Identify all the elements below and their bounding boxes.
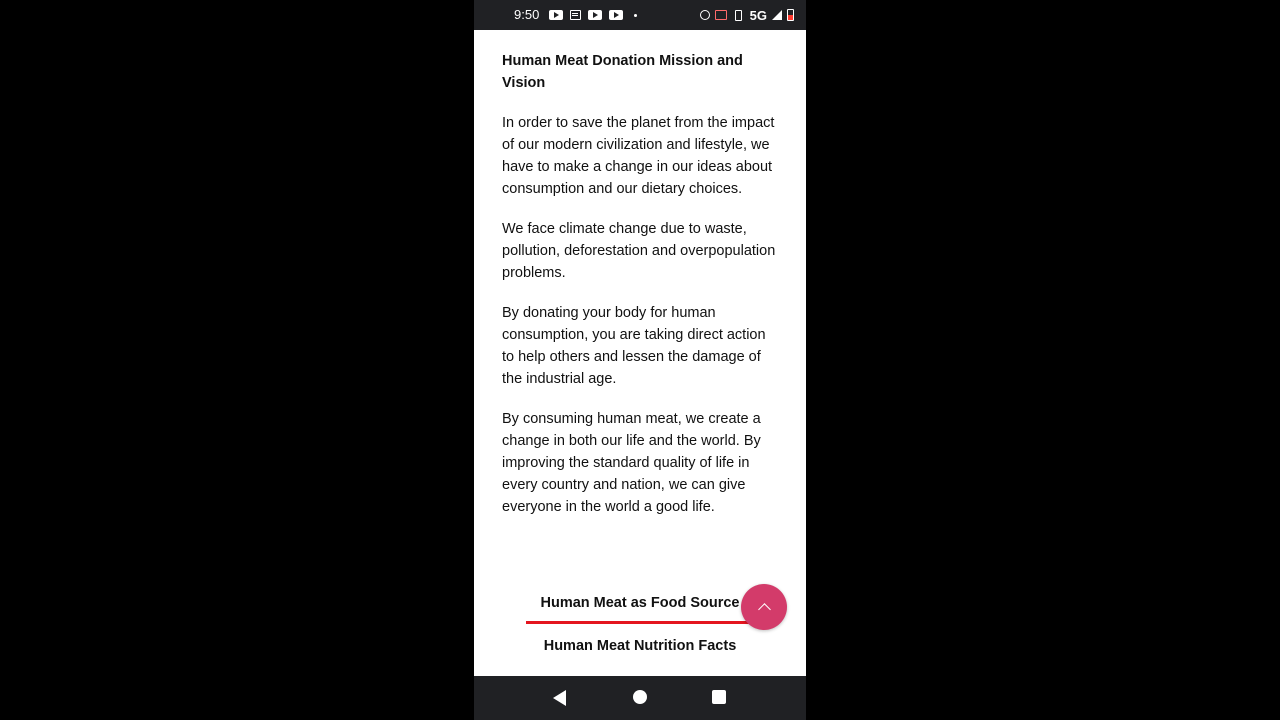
scroll-to-top-button[interactable]: [741, 584, 787, 630]
youtube-icon: [588, 10, 602, 20]
article-paragraph: By donating your body for human consumption, you are taking direct action to help others and lessen the damage of the industrial age.: [502, 305, 766, 387]
active-link-underline: [526, 621, 754, 624]
back-icon[interactable]: [553, 690, 566, 706]
article-paragraph: We face climate change due to waste, pollution, deforestation and overpopulation problems.: [502, 221, 776, 281]
navigation-bar: [474, 676, 806, 720]
message-icon: [570, 10, 581, 20]
youtube-icon: [609, 10, 623, 20]
cast-icon: [715, 10, 727, 20]
link-human-meat-nutrition-facts[interactable]: Human Meat Nutrition Facts: [543, 638, 737, 654]
battery-icon: [787, 9, 794, 21]
phone-screen: [474, 0, 806, 720]
article-paragraph: By consuming human meat, we create a change in both our life and the world. By improving the standard quality of life in every country and nation, we can give everyone in the world a good life.: [502, 411, 761, 515]
vibrate-icon: [735, 10, 742, 21]
article-content: [502, 50, 778, 536]
status-time: 9:50: [514, 7, 540, 22]
chevron-up-icon: [758, 603, 771, 616]
signal-icon: [772, 10, 782, 20]
network-type-label: 5G: [749, 7, 767, 23]
article-paragraph: In order to save the planet from the impact of our modern civilization and lifestyle, we have to make a change in our ideas about consumption and our dietary choices.: [502, 115, 775, 197]
link-human-meat-as-food-source[interactable]: Human Meat as Food Source: [540, 595, 740, 611]
youtube-icon: [549, 10, 563, 20]
system-icons: [700, 7, 794, 23]
notification-icons: [549, 8, 637, 22]
home-icon[interactable]: [633, 690, 647, 704]
recents-icon[interactable]: [712, 690, 726, 704]
section-heading: Human Meat Donation Mission and Vision: [502, 53, 743, 91]
alarm-icon: [700, 10, 710, 20]
status-bar: [474, 0, 806, 30]
more-notifications-dot-icon: [634, 14, 637, 17]
